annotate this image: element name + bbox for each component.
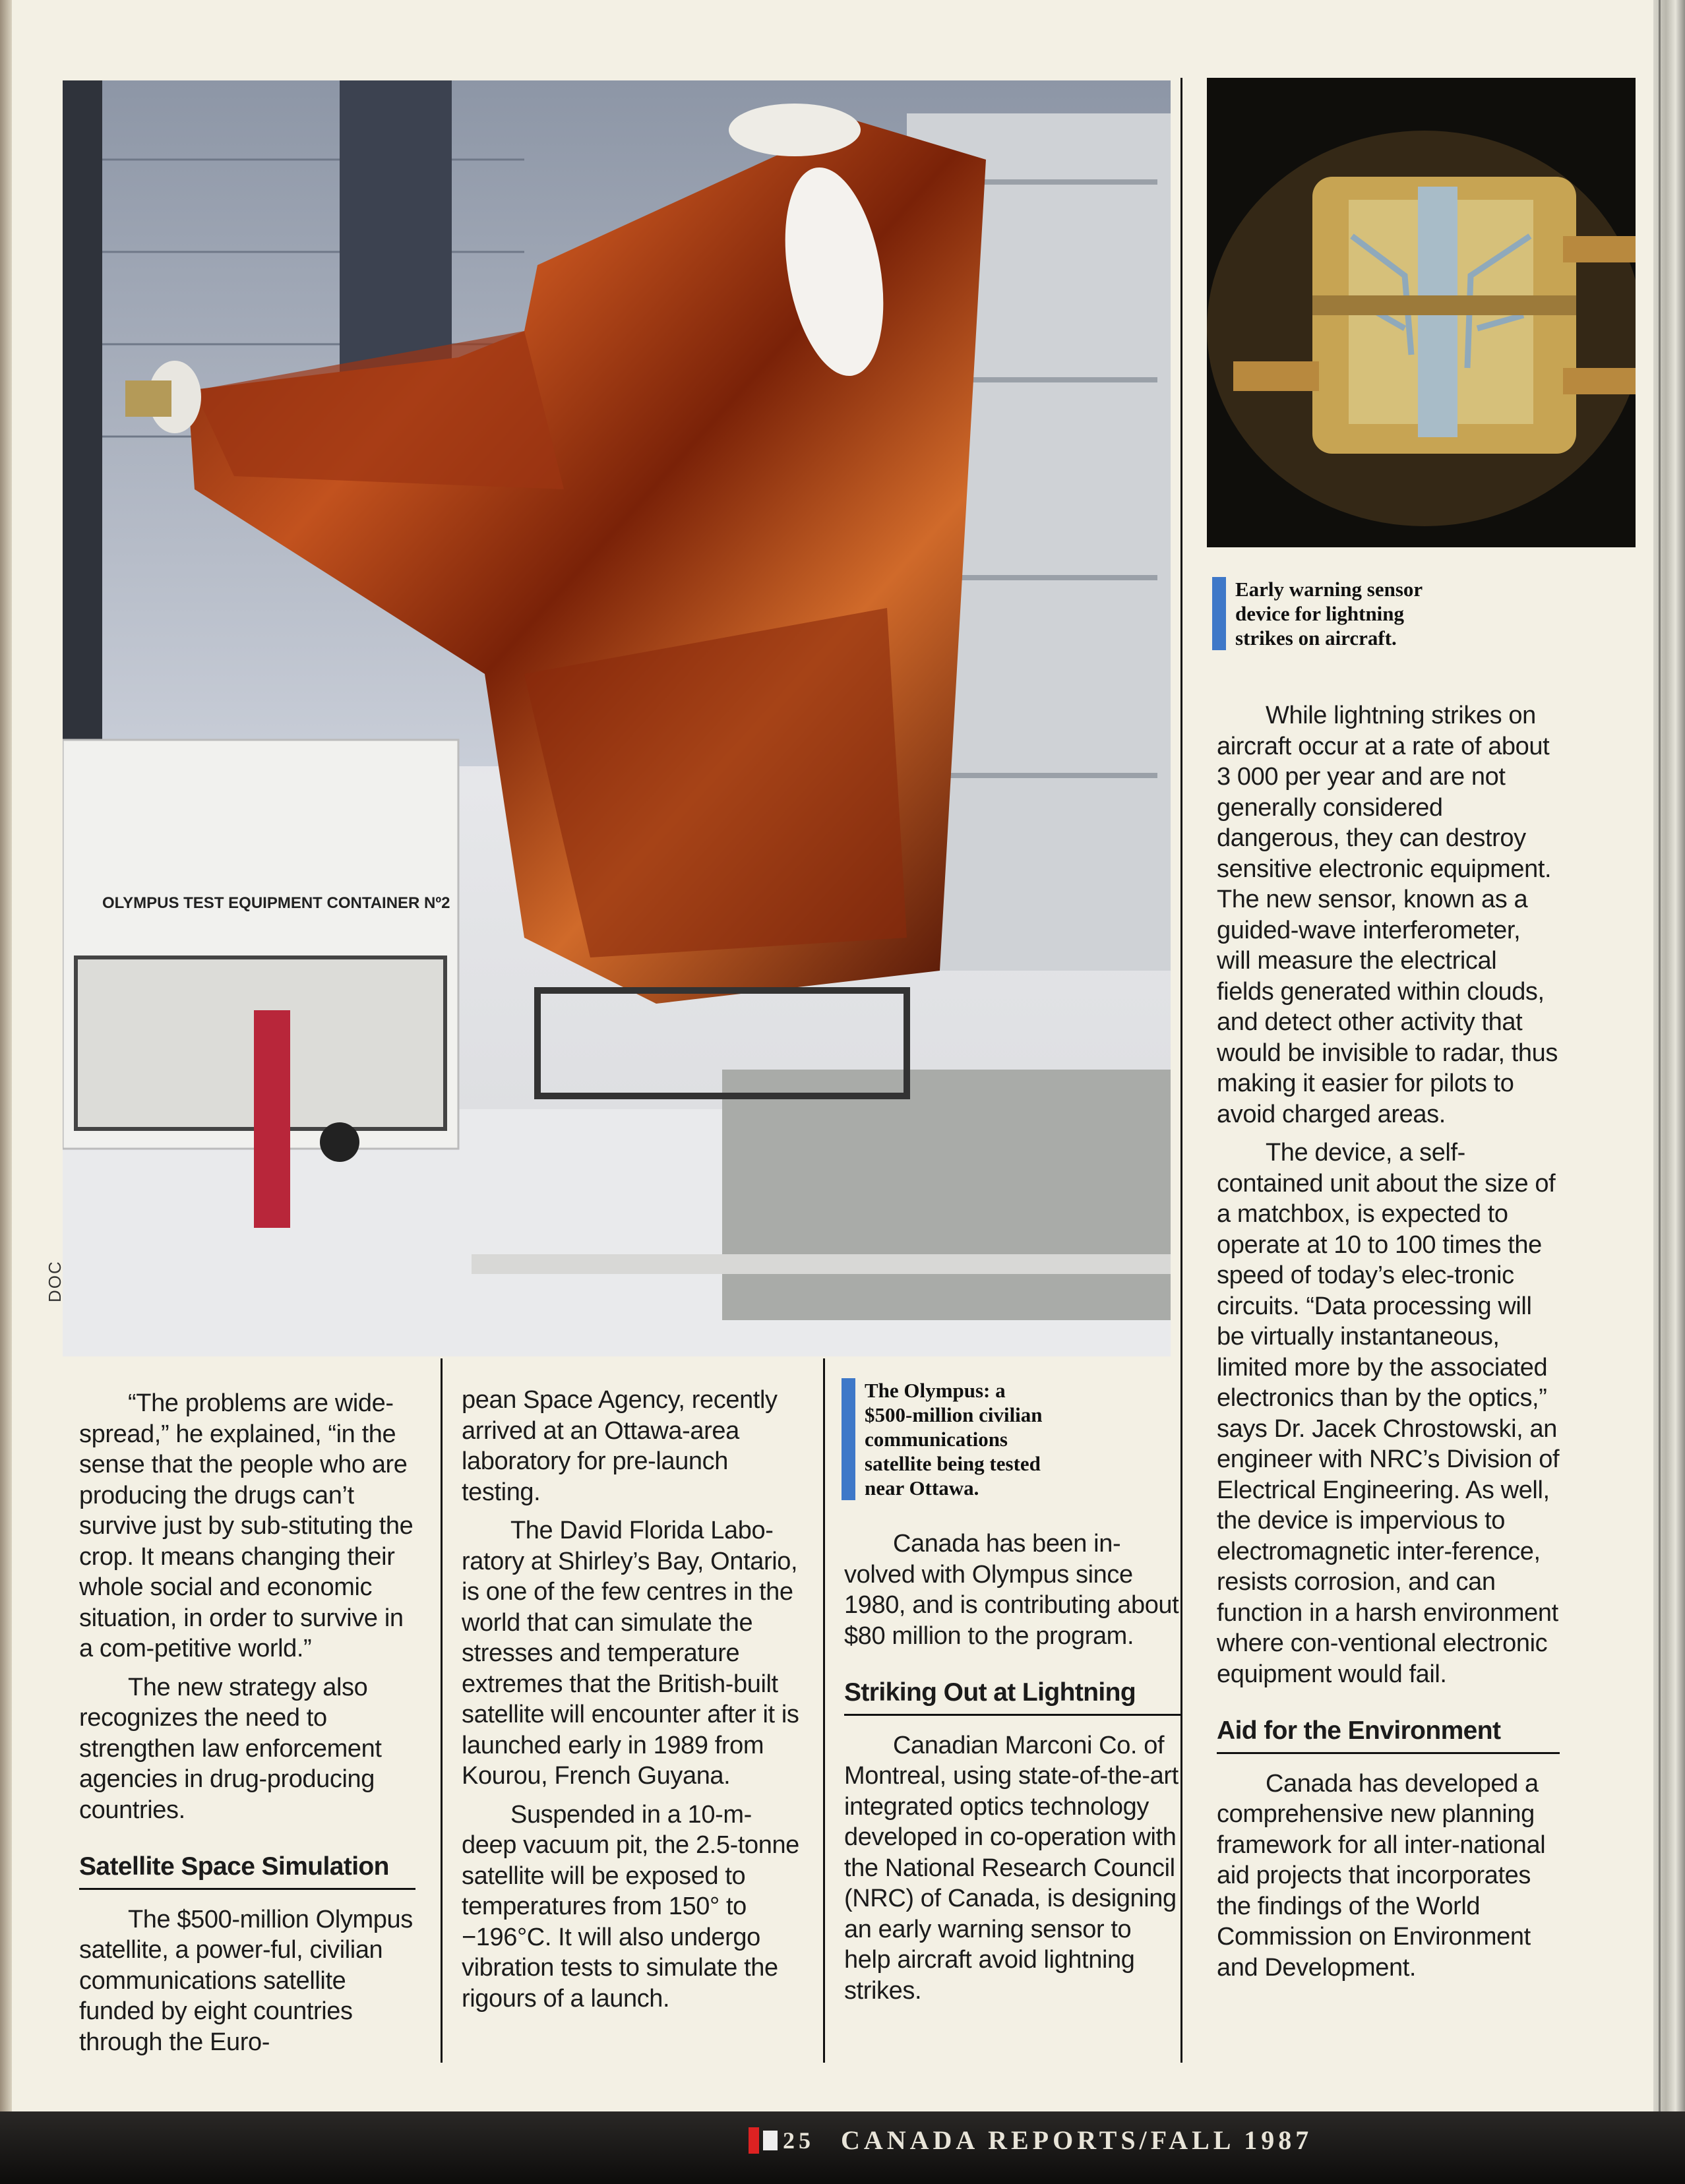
section-heading: Aid for the Environment xyxy=(1217,1716,1560,1754)
paragraph: The new strategy also recognizes the need to strengthen law enforcement agencies in drug-producing countries. xyxy=(79,1673,382,1824)
photo-credit: DOC xyxy=(45,1260,65,1302)
binding-edge-left xyxy=(0,0,12,2184)
paragraph: Canada has been in-volved with Olympus since 1980, and is contributing about $80 million to the program. xyxy=(844,1530,1179,1650)
paragraph: The David Florida Labo-ratory at Shirley’s Bay, Ontario, is one of the few centres in the world that can simulate the stresses and temperature extremes that the British-built satellite will encounter after it is launched early in 1989 from Kourou, French Guyana. xyxy=(462,1517,799,1790)
publication-title: CANADA REPORTS/FALL 1987 xyxy=(841,2125,1313,2155)
paragraph: Canadian Marconi Co. of Montreal, using state-of-the-art integrated optics technology developed in co-operation with the National Research Council (NRC) of Canada, is designing an early warning sensor to help aircraft avoid lightning strikes. xyxy=(844,1731,1179,2005)
footer-red-block xyxy=(749,2127,759,2154)
footer-white-block xyxy=(763,2131,778,2150)
section-heading: Satellite Space Simulation xyxy=(79,1852,415,1890)
paragraph: pean Space Agency, recently arrived at an Ottawa-area laboratory for pre-launch testing. xyxy=(462,1386,778,1506)
caption-line: satellite being tested xyxy=(865,1452,1041,1475)
caption-line: strikes on aircraft. xyxy=(1235,626,1397,650)
caption-line: communications xyxy=(865,1428,1008,1451)
column-rule xyxy=(1180,78,1182,2063)
article-column-1 xyxy=(79,1388,415,2065)
caption-line: near Ottawa. xyxy=(865,1476,979,1500)
olympus-satellite-photo xyxy=(63,80,1171,1356)
page-edge-right xyxy=(1653,0,1685,2184)
article-column-4 xyxy=(1217,700,1560,1991)
paragraph: The device, a self-contained unit about the size of a matchbox, is expected to operate at 10 to 100 times the speed of today’s elec-tronic circuits. “Data processing will be virtually instantaneous, limited more by the associated electronics than by the optics,” says Dr. Jacek Chrostowski, an engineer with NRC’s Division of Electrical Engineering. As well, the device is impervious to electromagnetic inter-ference, resists corrosion, and can function in a harsh environment where con-ventional electronic equipment would fail. xyxy=(1217,1139,1560,1688)
sensor-photo-caption xyxy=(1212,577,1423,650)
paragraph: The $500-million Olympus satellite, a power-ful, civilian communications satellite funded by eight countries through the Euro- xyxy=(79,1905,413,2056)
paragraph: “The problems are wide-spread,” he explained, “in the sense that the people who are producing the drugs can’t survive just by sub-stituting the crop. It means changing their whole social and economic situation, in order to survive in a com-petitive world.” xyxy=(79,1389,414,1662)
column-rule xyxy=(441,1358,443,2063)
satellite-photo-caption xyxy=(842,1378,1043,1500)
page-number: 25 xyxy=(783,2127,814,2154)
sensor-illustration xyxy=(1207,78,1636,547)
column-rule xyxy=(823,1358,825,2063)
page-footer xyxy=(749,2125,1312,2156)
article-column-3 xyxy=(844,1529,1180,2014)
paragraph: Canada has developed a comprehensive new planning framework for all inter-national aid projects that incorporates the findings of the World Commission on Environment and Development. xyxy=(1217,1769,1546,1982)
paragraph: Suspended in a 10-m-deep vacuum pit, the 2.5-tonne satellite will be exposed to temperatures from 150° to −196°C. It will also undergo vibration tests to simulate the rigours of a launch. xyxy=(462,1800,799,2013)
caption-line: $500-million civilian xyxy=(865,1403,1043,1426)
section-heading: Striking Out at Lightning xyxy=(844,1678,1180,1716)
container-label: OLYMPUS TEST EQUIPMENT CONTAINER Nº2 xyxy=(102,894,450,912)
satellite-illustration xyxy=(63,80,1171,1356)
caption-line: device for lightning xyxy=(1235,602,1405,625)
caption-line: The Olympus: a xyxy=(865,1379,1006,1402)
lightning-sensor-photo xyxy=(1207,78,1636,547)
paragraph: While lightning strikes on aircraft occur at a rate of about 3 000 per year and are not generally considered dangerous, they can destroy sensitive electronic equipment. The new sensor, known as a guided-wave interferometer, will measure the electrical fields generated within clouds, and detect other activity that would be invisible to radar, thus making it easier for pilots to avoid charged areas. xyxy=(1217,702,1558,1128)
caption-line: Early warning sensor xyxy=(1235,578,1423,601)
article-column-2 xyxy=(462,1385,801,2022)
